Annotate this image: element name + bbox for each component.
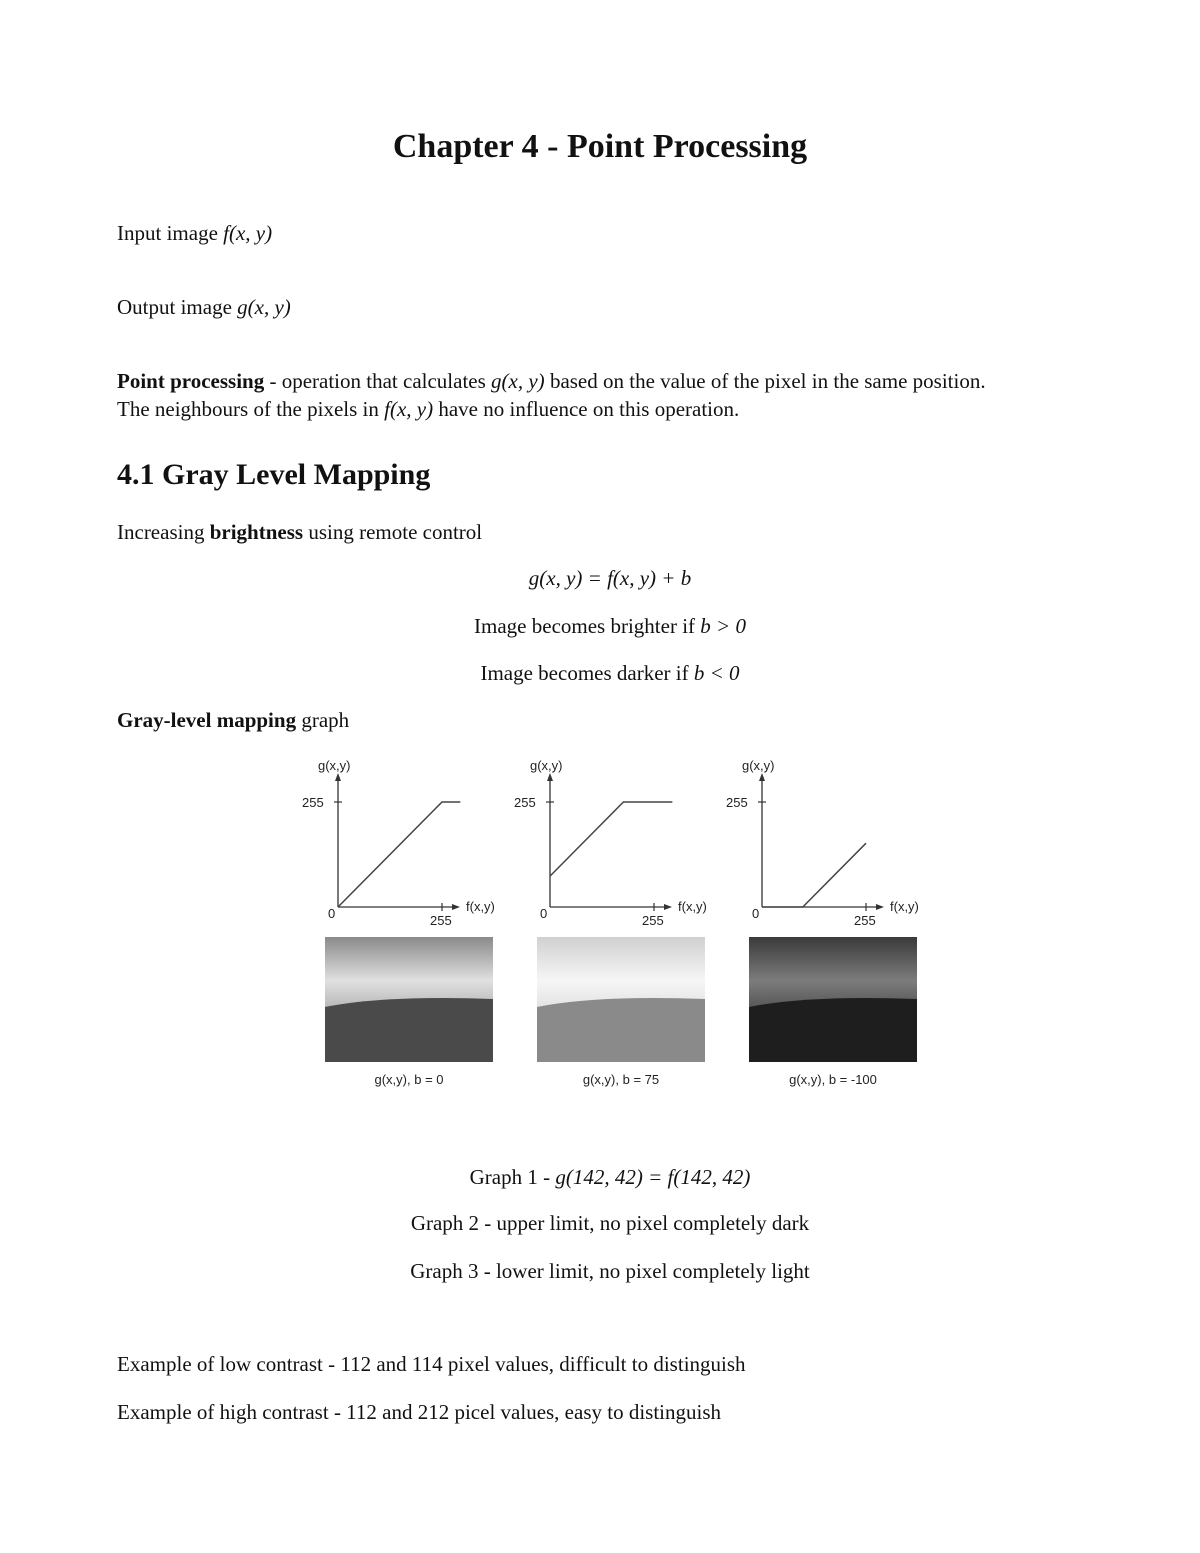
darker-line [0,661,1200,686]
brightness-text: using remote control [303,520,483,544]
output-image-line [117,295,291,320]
darker-condition: b < 0 [693,661,740,685]
mapping-graph-text: graph [296,708,350,732]
output-image-expr: g(x, y) [237,295,291,319]
x-axis-arrow [876,904,884,910]
x-axis-label: f(x,y) [890,899,919,914]
output-image-label: Output image [117,295,232,319]
brightness-line [117,520,482,545]
point-processing-term: Point processing [117,369,265,393]
y-tick-label: 255 [302,795,324,810]
image-caption: g(x,y), b = 75 [582,1072,660,1087]
x-tick-label: 255 [430,913,452,928]
x-axis-arrow [664,904,672,910]
page-title: Chapter 4 - Point Processing [392,128,808,165]
graph-note-expr: g(142, 42) = f(142, 42) [555,1165,751,1189]
mapping-line [550,802,672,876]
image-caption: g(x,y), b = -100 [789,1072,877,1087]
y-axis-label: g(x,y) [530,758,563,773]
y-axis-label: g(x,y) [742,758,775,773]
darker-text: Image becomes darker if [480,661,694,685]
point-processing-definition-2 [117,397,739,422]
graph-note-3: Graph 3 - lower limit, no pixel completely light [410,1259,810,1283]
input-image-expr: f(x, y) [223,221,273,245]
graph-note-2: Graph 2 - upper limit, no pixel completely dark [410,1211,810,1235]
section-heading: 4.1 Gray Level Mapping [117,458,431,491]
point-processing-definition [117,369,986,394]
x-axis-label: f(x,y) [466,899,495,914]
brightness-term: brightness [209,520,304,544]
input-image-label: Input image [117,221,218,245]
brighter-condition: b > 0 [700,614,746,638]
definition-expr: g(x, y) [491,369,545,393]
y-tick-label: 255 [726,795,748,810]
definition-text: based on the value of the pixel in the same position. [544,369,986,393]
definition-text: - operation that calculates [264,369,492,393]
graph-note-1 [0,1165,1200,1190]
origin-label: 0 [540,906,548,921]
y-axis-arrow [759,773,765,781]
definition-text: have no influence on this operation. [433,397,740,421]
x-axis-arrow [452,904,460,910]
image-caption: g(x,y), b = 0 [374,1072,444,1087]
mapping-graph-term: Gray-level mapping [117,708,297,732]
definition-expr: f(x, y) [384,397,434,421]
graph-note-text: Graph 1 - [469,1165,556,1189]
definition-text: The neighbours of the pixels in [117,397,385,421]
mapping-line [338,802,460,907]
y-axis-label: g(x,y) [318,758,351,773]
input-image-line [117,221,272,246]
y-axis-arrow [335,773,341,781]
gray-level-mapping-figure [280,745,960,1095]
high-contrast-example: Example of high contrast - 112 and 212 picel values, easy to distinguish [117,1400,722,1424]
x-tick-label: 255 [642,913,664,928]
brightness-text: Increasing [117,520,210,544]
brighter-text: Image becomes brighter if [474,614,701,638]
mapping-line [762,843,866,907]
mapping-graph-line [117,708,349,733]
brighter-line [0,614,1200,639]
low-contrast-example: Example of low contrast - 112 and 114 pixel values, difficult to distinguish [117,1352,746,1376]
y-axis-arrow [547,773,553,781]
x-tick-label: 255 [854,913,876,928]
origin-label: 0 [752,906,760,921]
y-tick-label: 255 [514,795,536,810]
origin-label: 0 [328,906,336,921]
brightness-formula: g(x, y) = f(x, y) + b [528,566,692,590]
x-axis-label: f(x,y) [678,899,707,914]
